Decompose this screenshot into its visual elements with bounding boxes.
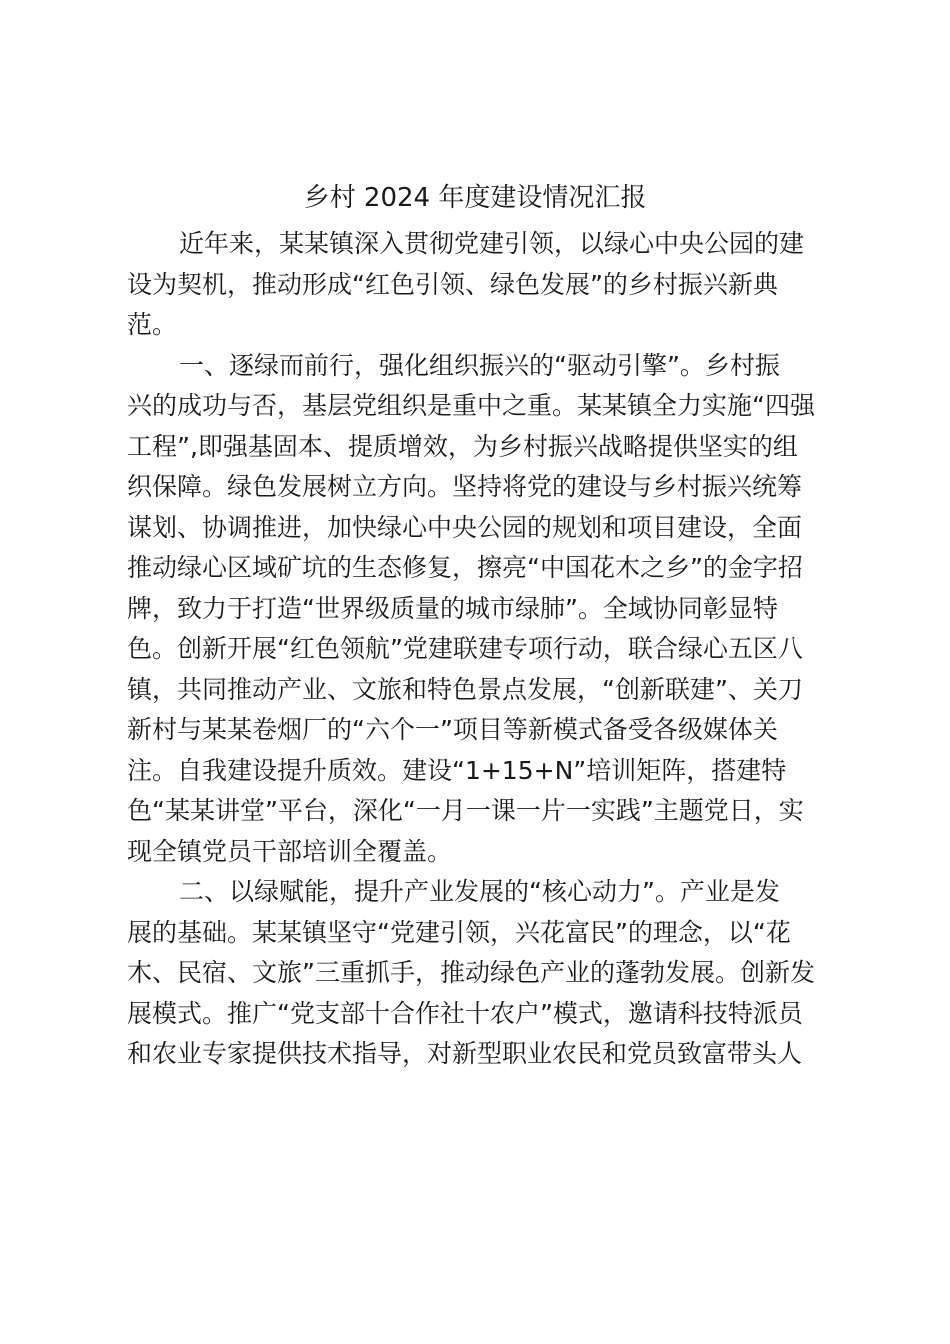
document-title: 乡村 2024 年度建设情况汇报 [303,183,647,213]
body-line: 设为契机，推动形成“红色引领、绿色发展”的乡村振兴新典 [127,269,778,299]
body-line: 兴的成功与否，基层党组织是重中之重。某某镇全力实施“四强 [127,391,815,420]
section-heading-line: 一、逐绿而前行，强化组织振兴的“驱动引擎”。乡村振 [179,350,780,380]
body-line: 近年来，某某镇深入贯彻党建引领，以绿心中央公园的建 [179,229,805,258]
body-line: 范。 [127,310,178,339]
body-line: 新村与某某卷烟厂的“六个一”项目等新模式备受各级媒体关 [127,715,778,744]
section-heading-line: 二、以绿赋能，提升产业发展的“核心动力”。产业是发 [179,877,780,906]
body-line: 工程”,即强基固本、提质增效，为乡村振兴战略提供坚实的组 [127,431,798,461]
body-line: 牌，致力于打造“世界级质量的城市绿肺”。全域协同彰显特 [127,593,778,623]
body-line: 展模式。推广“党支部十合作社十农户”模式，邀请科技特派员 [127,998,803,1028]
body-line: 谋划、协调推进，加快绿心中央公园的规划和项目建设，全面 [127,512,803,542]
body-line: 现全镇党员干部培训全覆盖。 [127,836,453,866]
body-line: 注。自我建设提升质效。建设“1+15+N”培训矩阵，搭建特 [127,755,787,785]
body-line: 展的基础。某某镇坚守“党建引领，兴花富民”的理念，以“花 [127,917,791,947]
body-line: 织保障。绿色发展树立方向。坚持将党的建设与乡村振兴统筹 [127,472,803,501]
body-line: 和农业专家提供技术指导，对新型职业农民和党员致富带头人 [127,1039,803,1068]
body-line: 镇，共同推动产业、文旅和特色景点发展，“创新联建”、关刀 [127,674,803,704]
body-line: 木、民宿、文旅”三重抓手，推动绿色产业的蓬勃发展。创新发 [127,958,815,987]
document-body [127,224,837,1075]
body-line: 推动绿心区域矿坑的生态修复，擦亮“中国花木之乡”的金字招 [127,553,803,582]
body-line: 色“某某讲堂”平台，深化“一月一课一片一实践”主题党日，实 [127,796,804,825]
body-line: 色。创新开展“红色领航”党建联建专项行动，联合绿心五区八 [127,634,803,663]
